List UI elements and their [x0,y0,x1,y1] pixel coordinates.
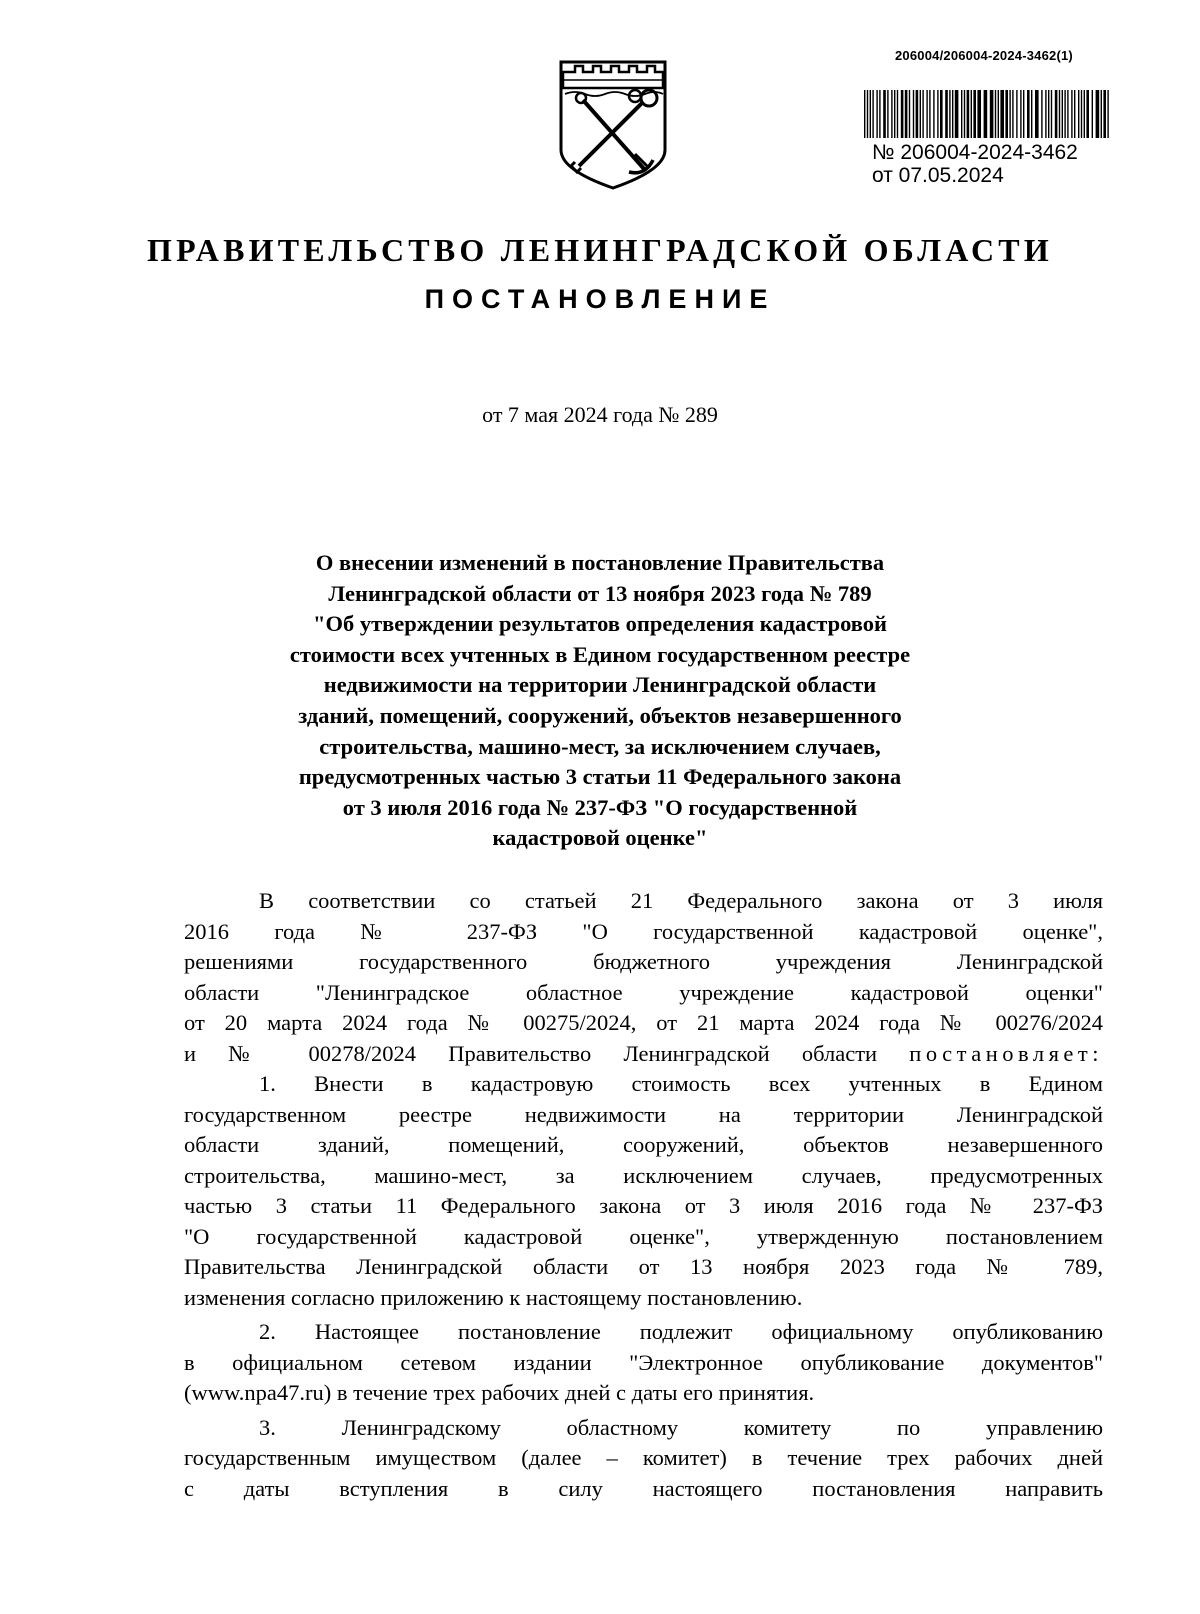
barcode-bar [955,90,959,138]
document-title [200,548,1000,854]
barcode-bar [883,90,886,138]
title-line: кадастровой оценке" [492,825,708,851]
item1-line: строительства, машино-мест, за исключением случаев, предусмотренных [184,1162,1103,1188]
decree-word: постановляет: [909,1040,1103,1066]
barcode-bar [1062,90,1063,138]
barcode-bar [1084,90,1085,138]
barcode-bar [971,90,972,138]
barcode-bar [1055,90,1058,138]
title-line: предусмотренных частью 3 статьи 11 Федерального закона [298,764,902,790]
barcode-bar [1016,90,1017,138]
barcode-bar [876,90,877,138]
barcode-bar [1041,90,1042,138]
barcode-bar [894,90,895,138]
title-line: от 3 июля 2016 года № 237-ФЗ "О государственной [342,794,858,820]
barcode-bar [1081,90,1082,138]
barcode-bar [1045,90,1046,138]
item3-line: с даты вступления в силу настоящего постановления направить [184,1475,1103,1501]
barcode-bar [922,90,923,138]
barcode-bar [913,90,914,138]
barcode-bar [920,90,921,138]
item1-line: изменения согласно приложению к настоящему постановлению. [184,1284,803,1310]
body-line: от 20 марта 2024 года № 00275/2024, от 21 марта 2024 года № 00276/2024 [184,1010,1103,1035]
barcode-bar [1064,90,1065,138]
barcode-bar [967,90,970,138]
barcode-bar [1000,90,1004,138]
barcode-bar [1078,90,1079,138]
document-type: ПОСТАНОВЛЕНИЕ [424,284,776,314]
barcode-bar [1009,90,1010,138]
barcode-bar [964,90,965,138]
barcode-bar [945,90,948,138]
barcode-bar [984,90,988,138]
title-line: "Об утверждении результатов определения кадастровой [312,611,887,637]
barcode-bar [940,90,943,138]
item2-line: (www.npa47.ru) в течение трех рабочих дней с даты его принятия. [184,1380,815,1405]
barcode-bar [879,90,880,138]
item2-line: в официальном сетевом издании "Электронное опубликование документов" [184,1349,1103,1375]
barcode-bar [870,90,871,138]
barcode-bar [1074,90,1075,138]
barcode-bar [1012,90,1013,138]
barcode-bar [916,90,919,138]
item2-line: 2. Настоящее постановление подлежит официальному опубликованию [259,1319,1103,1344]
barcode-bar [926,90,927,138]
barcode-bar [1027,90,1030,138]
body-line: области "Ленинградское областное учреждение кадастровой оценки" [184,979,1103,1005]
body-line: и № 00278/2024 Правительство Ленинградской области [184,1040,878,1066]
barcode-bar [887,90,888,138]
title-line: строительства, машино-мест, за исключением случаев, [319,733,881,759]
item1-line: области зданий, помещений, сооружений, объектов незавершенного [184,1132,1103,1157]
barcode-bar [1048,90,1049,138]
barcode-bar [995,90,996,138]
document-body [184,886,1103,1504]
barcode-bar [1071,90,1072,138]
body-line: 2016 года № 237-ФЗ "О государственной кадастровой оценке", [184,918,1103,944]
item1-line: 1. Внести в кадастровую стоимость всех учтенных в Едином [259,1071,1103,1096]
body-line: решениями государственного бюджетного учреждения Ленинградской [184,949,1103,974]
item1-line: Правительства Ленинградской области от 13 ноября 2023 года № 789, [184,1254,1103,1279]
item1-line: частью 3 статьи 11 Федерального закона от 3 июля 2016 года № 237-ФЗ [184,1193,1103,1218]
barcode-bar [891,90,892,138]
barcode-bar [909,90,910,138]
title-line: недвижимости на территории Ленинградской области [323,672,877,698]
item3-line: 3. Ленинградскому областному комитету по управлению [259,1414,1103,1440]
barcode-bar [864,90,865,138]
body-line: В соответствии со статьей 21 Федерального закона от 3 июля [259,888,1103,913]
item1-line: "О государственной кадастровой оценке", утвержденную постановлением [184,1223,1103,1249]
body-line-with-decree [184,1039,1103,1070]
barcode-bar [1107,90,1108,138]
barcode-bar [1059,90,1060,138]
barcode-bar [1096,90,1100,138]
title-line: Ленинградской области от 13 ноября 2023 года № 789 [328,580,872,606]
barcode-bar [905,90,908,138]
registration-date: от 07.05.2024 [872,164,1004,187]
barcode-bar [1020,90,1021,138]
barcode-bar [937,90,938,138]
item1-line: государственном реестре недвижимости на территории Ленинградской [184,1101,1103,1127]
barcode-bar [990,90,994,138]
barcode-bar [961,90,962,138]
barcode-bar [1092,90,1093,138]
barcode-bar [1035,90,1039,138]
barcode-bar [872,90,873,138]
title-line: стоимости всех учтенных в Едином государственном реестре [289,641,911,667]
barcode-bar [1031,90,1032,138]
barcode-bar [998,90,999,138]
barcode-bar [897,90,898,138]
registration-number: № 206004-2024-3462 [872,141,1078,164]
barcode-bar [949,90,950,138]
barcode-bar [1051,90,1052,138]
barcode-bar [973,90,976,138]
barcode [862,90,1114,138]
government-name: ПРАВИТЕЛЬСТВО ЛЕНИНГРАДСКОЙ ОБЛАСТИ [147,232,1053,268]
document-date-number: от 7 мая 2024 года № 289 [482,402,718,427]
barcode-bar [1005,90,1008,138]
leningrad-oblast-coat-of-arms-icon [553,58,673,190]
barcode-bar [901,90,904,138]
barcode-bar [1023,90,1024,138]
item3-line: государственным имуществом (далее – комитет) в течение трех рабочих дней [184,1445,1103,1470]
title-line: О внесении изменений в постановление Правительства [315,550,885,575]
barcode-bar [929,90,930,138]
barcode-bar [1067,90,1068,138]
barcode-bar [933,90,934,138]
barcode-bar [977,90,981,138]
barcode-bar [952,90,953,138]
barcode-bar [1086,90,1089,138]
title-line: зданий, помещений, сооружений, объектов незавершенного [298,702,902,728]
barcode-bar [867,90,868,138]
barcode-bar [1103,90,1106,138]
stamp-code: 206004/206004-2024-3462(1) [895,48,1073,63]
barcode-bar [1101,90,1102,138]
